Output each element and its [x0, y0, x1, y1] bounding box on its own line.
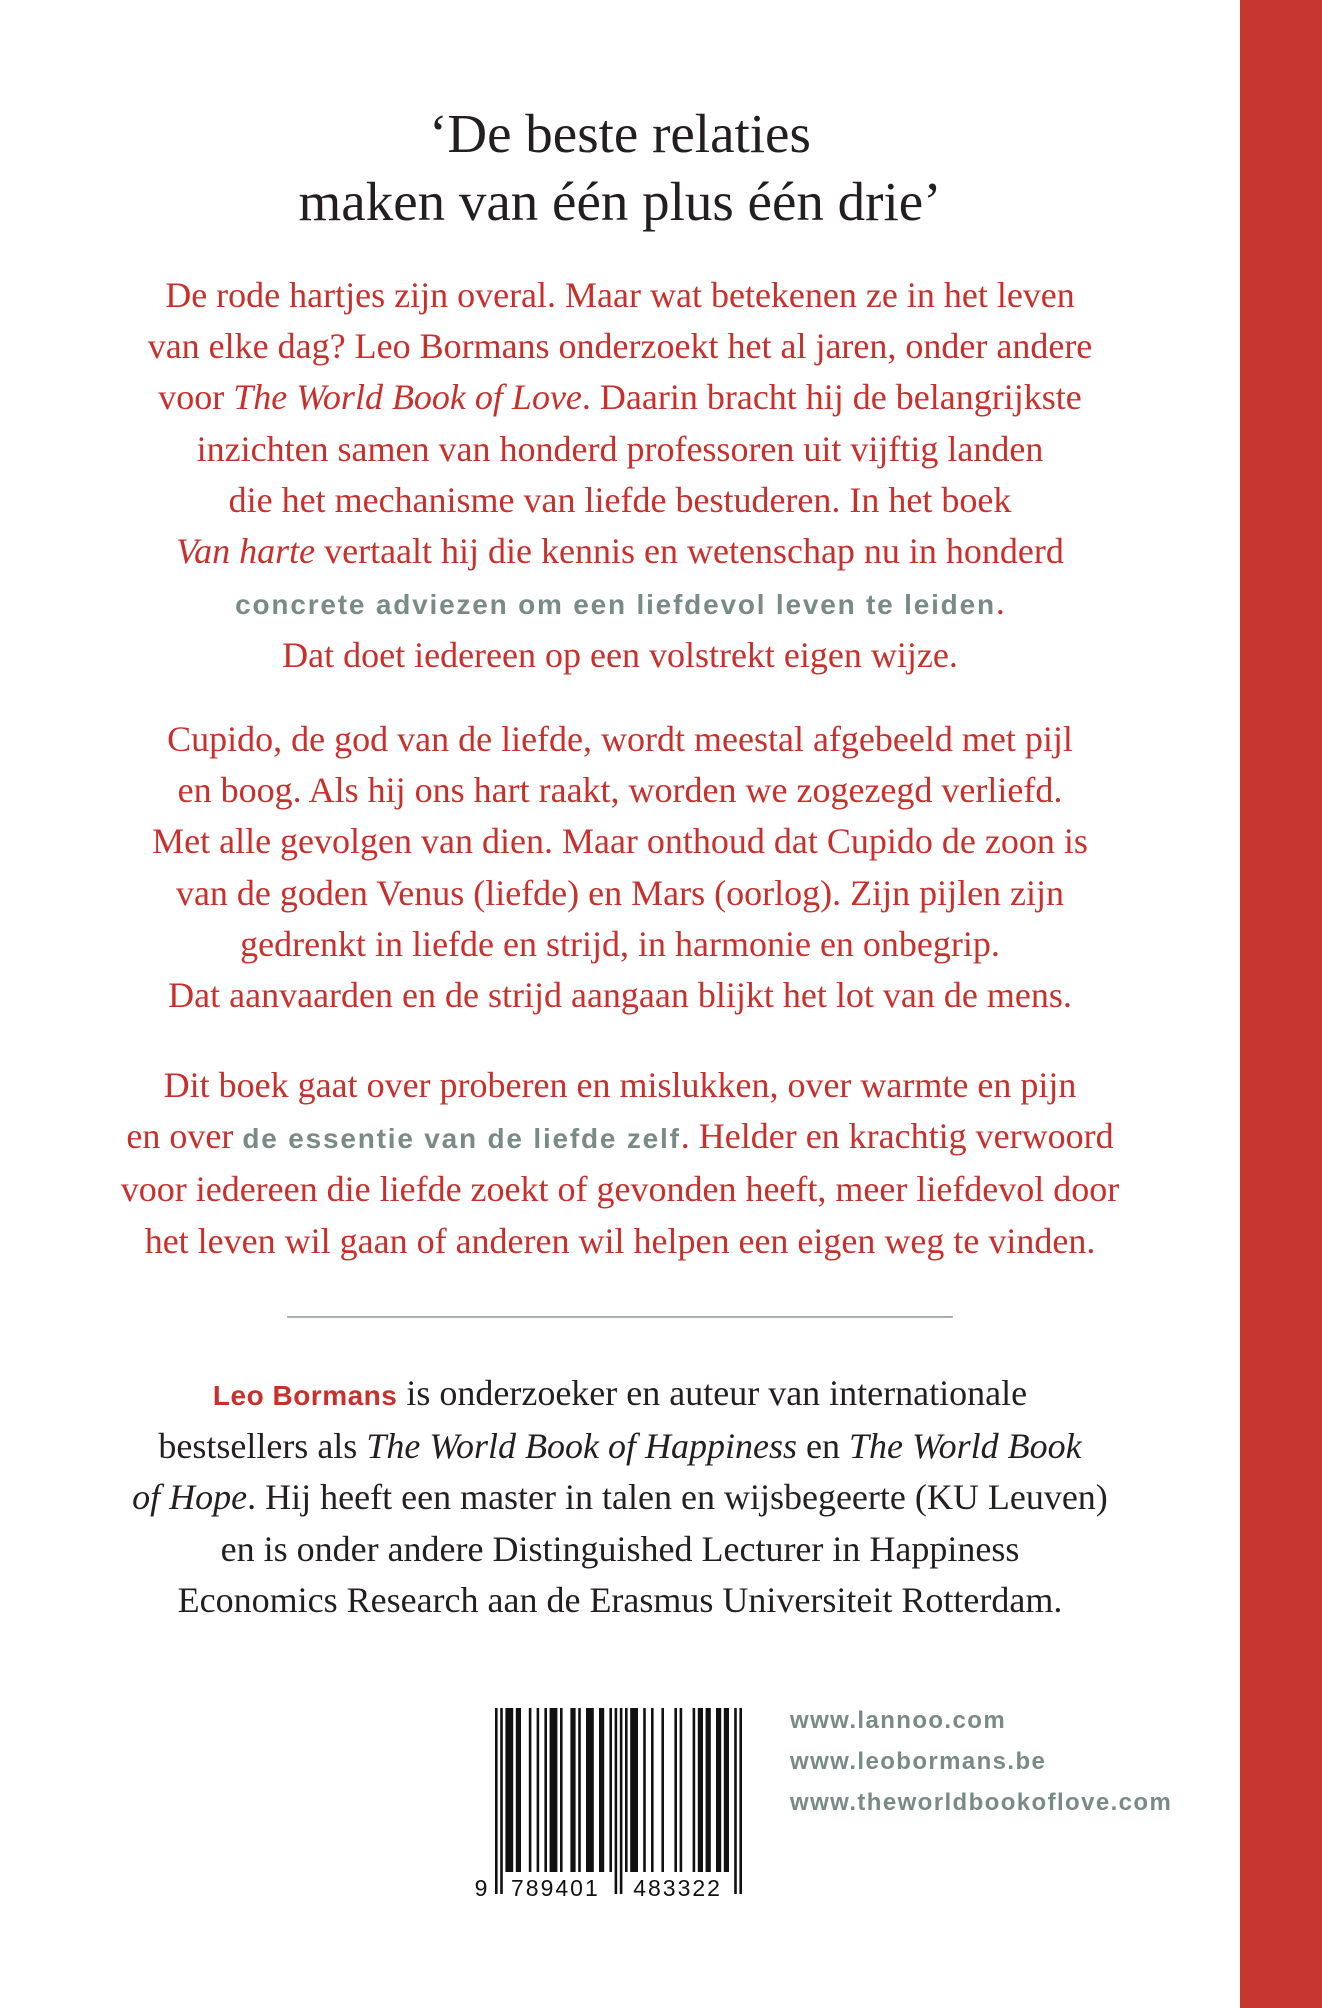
barcode-lead-digit: 9: [474, 1875, 488, 1901]
essence-paragraph: [0, 1060, 1240, 1267]
barcode-bar: [680, 1708, 683, 1872]
cupido-line: [0, 868, 1240, 919]
book-title-italic: The World Book of Happiness: [366, 1426, 797, 1467]
cupido-line: [0, 765, 1240, 816]
barcode-bar: [609, 1708, 612, 1872]
intro-line: [0, 526, 1240, 577]
text-run: en over: [126, 1116, 243, 1157]
section-divider: [287, 1316, 953, 1318]
barcode-bar: [586, 1708, 594, 1872]
barcode-bar: [516, 1708, 521, 1872]
intro-line: [0, 577, 1240, 630]
text-run: van de goden Venus (liefde) en Mars (oorlog). Zijn pijlen zijn: [175, 872, 1065, 913]
barcode-bar: [495, 1708, 498, 1894]
quote-line: ‘De beste relaties: [429, 103, 811, 164]
bio-line: [0, 1368, 1240, 1421]
essence-line: [0, 1060, 1240, 1111]
intro-paragraph: [0, 270, 1240, 682]
text-run: .: [995, 582, 1005, 623]
barcode-bar: [505, 1708, 513, 1872]
website-link: www.lannoo.com: [790, 1707, 1007, 1734]
barcode-bar: [500, 1708, 503, 1894]
author-name: Leo Bormans: [212, 1380, 398, 1411]
barcode-bar: [693, 1708, 696, 1872]
barcode-bar: [716, 1708, 721, 1872]
red-spine-stripe: [1240, 0, 1322, 2008]
book-title-italic: The World Book: [848, 1426, 1082, 1467]
book-title-italic: Van harte: [176, 531, 316, 572]
barcode-bar: [578, 1708, 581, 1872]
barcode-bar: [674, 1708, 677, 1872]
intro-line: [0, 424, 1240, 475]
barcode-bar: [706, 1708, 711, 1872]
cover-quote: [0, 100, 1240, 236]
barcode-bar: [625, 1708, 628, 1872]
essence-line: [0, 1164, 1240, 1215]
text-run: bestsellers als: [158, 1426, 367, 1467]
bio-line: [0, 1575, 1240, 1626]
cupido-line: [0, 816, 1240, 867]
highlight-phrase: de essentie van de liefde zelf: [242, 1123, 681, 1155]
text-run: Met alle gevolgen van dien. Maar onthoud dat Cupido de zoon is: [152, 821, 1088, 862]
text-run: inzichten samen van honderd professoren uit vijftig landen: [196, 428, 1044, 469]
barcode-bars: [495, 1708, 742, 1894]
barcode-bar: [615, 1708, 618, 1894]
text-run: . Daarin bracht hij de belangrijkste: [581, 377, 1082, 418]
text-run: is onderzoeker en auteur van internationale: [397, 1373, 1028, 1413]
bio-line: [0, 1524, 1240, 1575]
barcode-bar: [537, 1708, 540, 1872]
website-link: www.theworldbookoflove.com: [790, 1789, 1173, 1816]
barcode-bar: [661, 1708, 664, 1872]
text-run: Dit boek gaat over proberen en mislukken, over warmte en pijn: [163, 1065, 1077, 1105]
intro-line: [0, 475, 1240, 526]
intro-line: [0, 321, 1240, 372]
text-run: vertaalt hij die kennis en wetenschap nu in honderd: [315, 531, 1064, 572]
text-run: die het mechanisme van liefde bestuderen. In het boek: [228, 479, 1012, 520]
text-run: Dat aanvaarden en de strijd aangaan blijkt het lot van de mens.: [168, 975, 1072, 1016]
text-run: . Helder en krachtig verwoord: [680, 1116, 1114, 1157]
essence-line: [0, 1216, 1240, 1267]
text-run: voor iedereen die liefde zoekt of gevonden heeft, meer liefdevol door: [120, 1169, 1120, 1210]
cupido-line: [0, 919, 1240, 970]
essence-line: [0, 1111, 1240, 1164]
text-run: het leven wil gaan of anderen wil helpen een eigen weg te vinden.: [144, 1220, 1096, 1261]
isbn-barcode: [471, 1704, 751, 1904]
barcode-bar: [734, 1708, 737, 1894]
barcode-bar: [544, 1708, 547, 1872]
barcode-bar: [724, 1708, 729, 1872]
author-bio: [0, 1368, 1240, 1626]
text-run: Economics Research aan de Erasmus Universiteit Rotterdam.: [177, 1579, 1063, 1620]
highlight-phrase: concrete adviezen om een liefdevol leven te leiden: [235, 589, 996, 621]
text-run: gedrenkt in liefde en strijd, in harmonie en onbegrip.: [240, 923, 1000, 964]
text-run: en: [796, 1426, 849, 1467]
bio-line: [0, 1472, 1240, 1523]
barcode-bar: [550, 1708, 558, 1872]
text-run: Cupido, de god van de liefde, wordt meestal afgebeeld met pijl: [167, 719, 1073, 759]
text-run: De rode hartjes zijn overal. Maar wat betekenen ze in het leven: [165, 275, 1075, 315]
barcode-bar: [739, 1708, 742, 1894]
cupido-line: [0, 714, 1240, 765]
cupido-paragraph: [0, 714, 1240, 1021]
book-title-italic: of Hope: [132, 1477, 248, 1518]
barcode-bar: [643, 1708, 646, 1872]
text-run: en boog. Als hij ons hart raakt, worden we zogezegd verliefd.: [177, 770, 1063, 811]
website-links: [790, 1700, 1172, 1823]
text-run: . Hij heeft een master in talen en wijsbegeerte (KU Leuven): [247, 1477, 1108, 1518]
text-run: voor: [158, 377, 234, 418]
barcode-bar: [651, 1708, 654, 1872]
barcode-bar: [570, 1708, 575, 1872]
bio-line: [0, 1421, 1240, 1472]
barcode-bar: [630, 1708, 638, 1872]
website-link: www.leobormans.be: [790, 1748, 1047, 1775]
intro-line: [0, 630, 1240, 681]
barcode-bar: [529, 1708, 532, 1872]
text-run: en is onder andere Distinguished Lecturer in Happiness: [220, 1528, 1020, 1569]
intro-line: [0, 270, 1240, 321]
quote-line: maken van één plus één drie’: [298, 171, 942, 232]
cupido-line: [0, 970, 1240, 1021]
intro-line: [0, 372, 1240, 423]
barcode-left-digits: 789401: [511, 1875, 600, 1901]
book-title-italic: The World Book of Love: [233, 377, 582, 418]
text-run: van elke dag? Leo Bormans onderzoekt het al jaren, onder andere: [147, 326, 1093, 367]
barcode-right-digits: 483322: [633, 1875, 722, 1901]
barcode-bar: [698, 1708, 703, 1872]
barcode-bar: [620, 1708, 623, 1894]
text-run: Dat doet iedereen op een volstrekt eigen wijze.: [282, 635, 958, 676]
barcode-bar: [560, 1708, 563, 1872]
barcode-bar: [599, 1708, 604, 1872]
